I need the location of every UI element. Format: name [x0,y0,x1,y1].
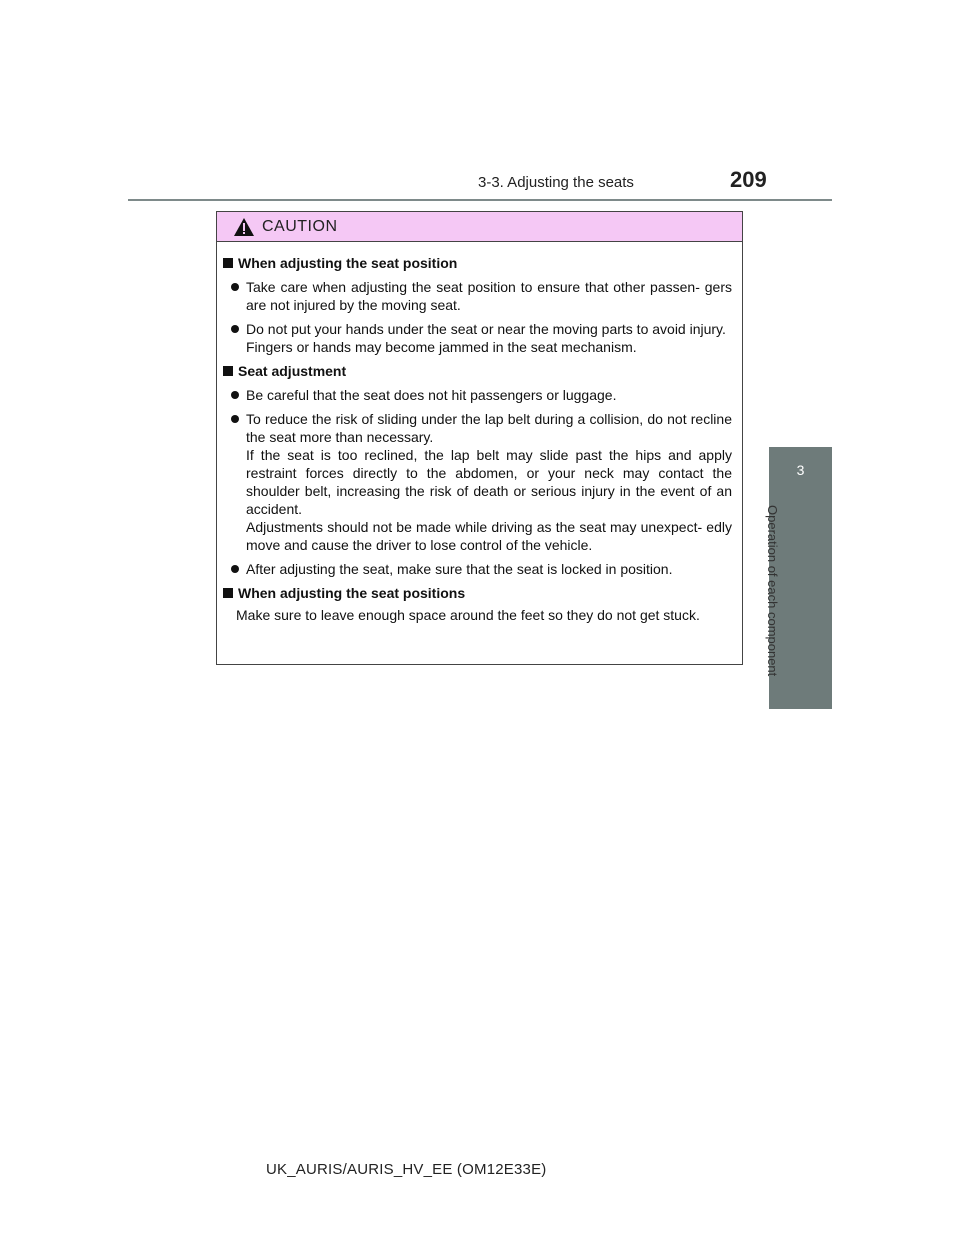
section-text: Make sure to leave enough space around the feet so they do not get stuck. [236,607,700,623]
bullet-item [231,320,736,356]
bullet-text [246,410,736,554]
bullet-item [231,410,736,554]
bullet-paragraph: Fingers or hands may become jammed in the seat mechanism. [246,339,637,355]
section-heading-text: Seat adjustment [238,363,347,379]
bullet-paragraph: Adjustments should not be made while driving as the seat may unexpect- edly move and cause the driver to lose control of the vehicle. [246,519,732,553]
chapter-label: Operation of each component [765,505,780,677]
square-bullet-icon [223,258,233,268]
section-title: 3-3. Adjusting the seats [478,174,634,191]
bullet-item [231,386,736,404]
chapter-number: 3 [796,462,805,478]
round-bullet-icon [231,391,239,399]
bullet-text [246,560,736,578]
round-bullet-icon [231,325,239,333]
caution-header [217,212,742,242]
section-heading-text: When adjusting the seat positions [238,585,466,601]
bullet-paragraph: To reduce the risk of sliding under the lap belt during a collision, do not recline the seat more than necessary. [246,411,732,445]
section-heading [223,254,736,272]
bullet-paragraph: If the seat is too reclined, the lap belt may slide past the hips and apply restraint forces directly to the abdomen, or your neck may contact the shoulder belt, increasing the risk of death or serious injury in the event of an accident. [246,447,732,517]
caution-box [216,211,743,665]
bullet-text [246,386,736,404]
round-bullet-icon [231,283,239,291]
section-heading [223,362,736,380]
header-divider [128,199,832,201]
section-heading-text: When adjusting the seat position [238,255,458,271]
section-heading [223,584,736,602]
bullet-item [231,560,736,578]
bullet-paragraph: Be careful that the seat does not hit passengers or luggage. [246,387,617,403]
document-code: UK_AURIS/AURIS_HV_EE (OM12E33E) [266,1161,547,1178]
page-number: 209 [730,167,767,192]
warning-triangle-icon [233,217,255,237]
square-bullet-icon [223,366,233,376]
bullet-item [231,278,736,314]
square-bullet-icon [223,588,233,598]
caution-body [217,242,742,624]
round-bullet-icon [231,415,239,423]
round-bullet-icon [231,565,239,573]
bullet-paragraph: After adjusting the seat, make sure that the seat is locked in position. [246,561,673,577]
caution-title: CAUTION [262,217,338,235]
bullet-paragraph: Take care when adjusting the seat position to ensure that other passen- gers are not injured by the moving seat. [246,279,732,313]
bullet-text [246,320,736,356]
bullet-text [246,278,736,314]
bullet-paragraph: Do not put your hands under the seat or near the moving parts to avoid injury. [246,321,726,337]
